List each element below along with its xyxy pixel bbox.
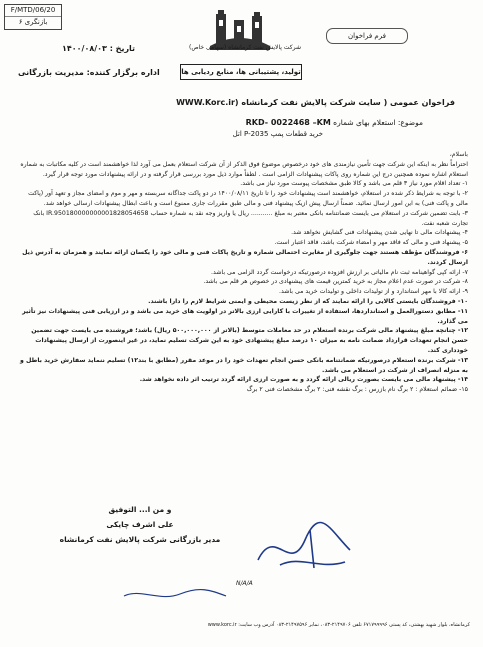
list-item: ۹- ارائه کالا با مهر استاندارد و از تولیدات داخلی و تولیدات خرید می باشد. [279, 288, 468, 296]
handwritten-signature [250, 520, 360, 580]
organizer: اداره برگزار کننده: مدیریت بازرگانی [18, 68, 160, 77]
list-item: ۱۳- شرکت برنده استعلام درصورتیکه ضمانتنامه بانکی حسن انجام تعهدات خود را در موعد مقرر (مطابق با بند۱۲) تسلیم ننماید سفارش خرید باطل و به منزله انصراف از شرکت در استعلام می باشد. [19, 356, 468, 374]
signer-name: علی اشرف چایکی [106, 520, 174, 529]
list-item: ۸- شرکت در صورت عدم اعلام مجاز به خرید کمترین قیمت های پیشنهادی در خصوص هر قلم می باشد. [203, 278, 468, 286]
company-logo [198, 10, 282, 68]
signature-underline-scribble [120, 586, 230, 604]
signer-role: مدیر بازرگانی شرکت پالایش نفت کرمانشاه [59, 535, 221, 544]
footer-address: کرمانشاه، بلوار شهید بهشتی، کد پستی ۶۷۱۷۹۹۹۹۶ تلفن ۲۱۴۹۷۰۶-۰۸۳، نمابر ۲۱۴۹۷۵۹۶-۰۸۳ آدرس وب سایت: www.korc.ir [207, 622, 470, 628]
list-item: ۱- تعداد اقلام مورد نیاز ۳ قلم می باشد و کالا طبق مشخصات پیوست مورد نیاز می باشد. [240, 180, 468, 188]
subject-code: RKD- 0022468 –KM [245, 118, 331, 127]
handwritten-annotation: N/A/A [236, 580, 253, 587]
signature-block [40, 502, 240, 547]
subject-line [246, 118, 423, 127]
intro-paragraph: احتراماً نظر به اینکه این شرکت جهت تأمین نیازمندی های خود درخصوص موضوع فوق الذکر از آن شرکت استعلام بعمل می آورد لذا خواهشمند است در کلیه مکاتبات به شماره استعلام اشاره نموده همچنین درج این شماره روی پاکات پیشنهادات الزامی است . لطفاً موارد ذیل مورد بررسی قرار گرفته و در ارائه پیشنهادات مورد توجه قرار گیرد. [20, 160, 468, 178]
list-item: ۴- پیشنهادات مالی تا نهایی شدن پیشنهادات فنی گشایش نخواهد شد. [291, 229, 468, 237]
list-item: ۵- پیشنهاد فنی و مالی که فاقد مهر و امضاء شرکت باشد، فاقد اعتبار است. [274, 239, 468, 247]
list-item: ۷- ارائه کپی گواهینامه ثبت نام مالیاتی بر ارزش افزوده درصورتیکه درخواست گردد الزامی می باشد. [211, 268, 468, 276]
form-version: بازنگری ۶ [18, 18, 48, 26]
list-item: ۲- با توجه به شرایط ذکر شده در استعلام، خواهشمند است پیشنهادات خود را تا تاریخ ۱۴۰۰/۰۸/۱۱ در دو پاکت جداگانه سربسته و مهر و موم و امضای مجاز و تعهد آور (پاکت مالی و پاکت فنی) به این امور ارسال نمائید. ضمناً ارسال پیش ازیک پیشنهاد فنی و مالی طبق مقررات جاری ممنوع است و باعث ابطال پیشنهادات ارسالی خواهد شد. [28, 190, 468, 207]
list-item: ۳- بابت تضمین شرکت در استعلام می بایست ضمانتنامه بانکی معتبر به مبلغ ........... ریال یا واریز وجه نقد به شماره حساب IR.950180000000001828054658 بانک تجارت شعبه نفت. [33, 209, 468, 227]
form-tag: فرم فراخوان [326, 28, 408, 44]
form-code: F/MTD/06/20 [5, 5, 61, 17]
letter-body [16, 150, 468, 395]
list-item: ۶- فروشندگان مؤظف هستند جهت جلوگیری از مغایرت احتمالی شماره و تاریخ پاکات فنی و مالی خود را یکسان ارائه نمایند و همزمان به آدرس ذیل ارسال کردند. [22, 248, 468, 266]
product-line-box: تولید، پشتیبانی ها، منابع ردیابی ها [180, 64, 302, 80]
list-item: ۱۲- چنانچه مبلغ پیشنهاد مالی شرکت برنده استعلام در حد معاملات متوسط (بالاتر از ۵۰۰,۰۰۰,۰۰۰ ریال) باشد؛ فروشنده می بایست جهت تضمین حسن انجام تعهدات قرارداد ضمانت نامه به میزان ۱۰ درصد مبلغ پیشنهادی خود به این شرکت تسلیم نماید، در غیر اینصورت از ارسال پیشنهادات خودداری کند. [31, 327, 468, 354]
list-item: ۱۵- ضمائم استعلام : ۲ برگ نام بازرس : برگ نقشه فنی: ۲ برگ مشخصات فنی ۲ برگ [246, 386, 468, 394]
list-item: ۱۰- فروشندگان بایستی کالایی را ارائه نمایند که از نظر زیست محیطی و ایمنی شرایط لازم را دارا باشند. [148, 297, 468, 305]
form-code-box [4, 4, 62, 30]
closing-line: و من ا... التوفیق [108, 505, 172, 514]
list-item: ۱۴- پیشنهاد مالی می بایست بصورت ریالی ارائه گردد و به صورت ارزی ارائه گردد ترتیب اثر داده نخواهد شد. [139, 376, 468, 384]
subject-item: خرید قطعات پمپ P-2035 اتل [232, 130, 323, 138]
page-title: فراخوان عمومی ( سایت شرکت پالایش نفت کرمانشاه (WWW.Korc.ir [176, 98, 455, 107]
subject-prefix: موضوع: استعلام بهای شماره [333, 118, 423, 127]
greeting: باسلام، [449, 151, 468, 158]
letter-date: تاریخ : ۱۴۰۰/۰۸/۰۳ [62, 44, 136, 53]
company-name: شرکت پالایش نفت کرمانشاه (سهامی خاص) [189, 44, 301, 51]
list-item: ۱۱- مطابق دستورالعمل و استانداردها، استفاده از تغییرات با کارایی ارزی بالاتر در اولویت های خرید می باشد و در ارزیابی فنی پیشنهادات نیز تأثیر می گذارد. [22, 307, 468, 325]
